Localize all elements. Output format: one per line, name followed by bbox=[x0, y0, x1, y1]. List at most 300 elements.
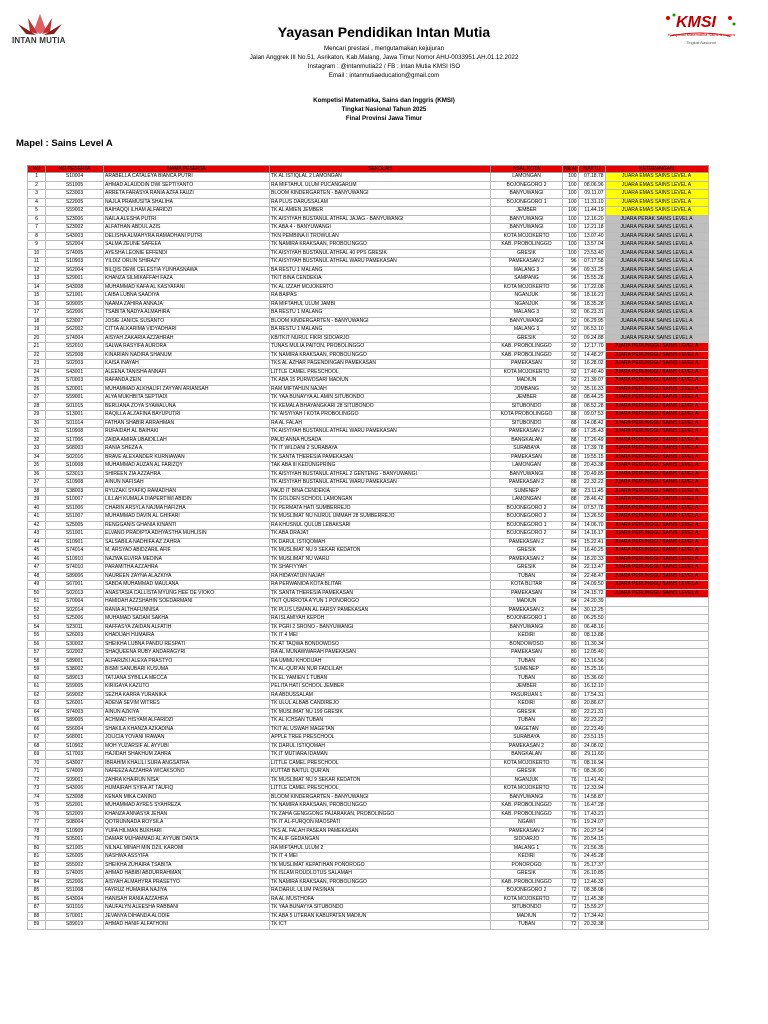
remarks-cell: JUARA PERUNGGU SAINS LEVEL A bbox=[605, 368, 708, 377]
score-cell: 80 bbox=[563, 666, 579, 675]
participant-name-cell: LAIBA LUBNA SAADIYA bbox=[104, 292, 270, 301]
participant-no-cell: S69002 bbox=[46, 691, 104, 700]
city-cell: KAB. PROBOLINGGO bbox=[491, 351, 563, 360]
score-cell: 100 bbox=[563, 215, 579, 224]
remarks-cell: JUARA EMAS SAINS LEVEL A bbox=[605, 207, 708, 216]
participant-name-cell: ARRETA FARASYA RANIA AZFA FAUZI bbox=[104, 190, 270, 199]
participant-name-cell: RANIA ALTHAFUNNISA bbox=[104, 606, 270, 615]
participant-no-cell: S51005 bbox=[46, 181, 104, 190]
brand-name: INTAN MUTIA bbox=[12, 36, 66, 45]
score-cell: 84 bbox=[563, 504, 579, 513]
participant-no-cell: S89005 bbox=[46, 717, 104, 726]
score-cell: 76 bbox=[563, 844, 579, 853]
time-cell: 14.48.27 bbox=[578, 351, 605, 360]
participant-name-cell: ALYA MUKHBITA SEPTIADI bbox=[104, 394, 270, 403]
participant-name-cell: YUFA HILMAN BUKHARI bbox=[104, 827, 270, 836]
score-cell: 72 bbox=[563, 912, 579, 921]
participant-no-cell: S21005 bbox=[46, 844, 104, 853]
table-row bbox=[28, 827, 709, 836]
city-cell: KEDIRI bbox=[491, 853, 563, 862]
school-cell: LITTLE CAMEL PRESCHOOL bbox=[270, 368, 491, 377]
score-cell: 76 bbox=[563, 836, 579, 845]
score-cell: 80 bbox=[563, 742, 579, 751]
time-cell: 12.21.18 bbox=[578, 224, 605, 233]
table-row bbox=[28, 674, 709, 683]
remarks-cell: JUARA EMAS SAINS LEVEL A bbox=[605, 173, 708, 182]
table-row bbox=[28, 436, 709, 445]
row-no-cell: 68 bbox=[28, 742, 46, 751]
time-cell: 23.11.45 bbox=[578, 487, 605, 496]
score-cell: 100 bbox=[563, 181, 579, 190]
school-cell: KB/TKIT NURUL FIKRI SIDOARJO bbox=[270, 334, 491, 343]
score-cell: 76 bbox=[563, 810, 579, 819]
time-cell: 17.25.43 bbox=[578, 428, 605, 437]
table-row bbox=[28, 793, 709, 802]
city-cell: NGANJUK bbox=[491, 776, 563, 785]
city-cell: PAMEKASAN 2 bbox=[491, 538, 563, 547]
school-cell: RA PERWANIDA KOTA BLITAR bbox=[270, 581, 491, 590]
participant-no-cell: S23002 bbox=[46, 224, 104, 233]
city-cell: BOJONEGORO 1 bbox=[491, 615, 563, 624]
time-cell: 22.23.22 bbox=[578, 717, 605, 726]
participant-no-cell: S17003 bbox=[46, 751, 104, 760]
table-row bbox=[28, 377, 709, 386]
row-no-cell: 58 bbox=[28, 657, 46, 666]
score-cell: 88 bbox=[563, 462, 579, 471]
remarks-cell bbox=[605, 904, 708, 913]
score-cell: 76 bbox=[563, 819, 579, 828]
row-no-cell: 65 bbox=[28, 717, 46, 726]
city-cell: BOJONEGORO 2 bbox=[491, 887, 563, 896]
time-cell: 08.13.88 bbox=[578, 632, 605, 641]
kmsi-logo-text: KMSI bbox=[676, 14, 716, 31]
participant-no-cell: S74009 bbox=[46, 768, 104, 777]
participant-no-cell: S74005 bbox=[46, 249, 104, 258]
participant-no-cell: S05001 bbox=[46, 836, 104, 845]
remarks-cell bbox=[605, 810, 708, 819]
row-no-cell: 9 bbox=[28, 241, 46, 250]
row-no-cell: 50 bbox=[28, 589, 46, 598]
participant-name-cell: FAYRUZ HUMAIRA NAJIYA bbox=[104, 887, 270, 896]
row-no-cell: 84 bbox=[28, 878, 46, 887]
time-cell: 08.44.25 bbox=[578, 394, 605, 403]
participant-no-cell: S74003 bbox=[46, 708, 104, 717]
participant-no-cell: S70004 bbox=[46, 598, 104, 607]
remarks-cell: JUARA PERUNGGU SAINS LEVEL A bbox=[605, 479, 708, 488]
remarks-cell bbox=[605, 623, 708, 632]
remarks-cell: JUARA PERUNGGU SAINS LEVEL A bbox=[605, 572, 708, 581]
participant-no-cell: S55002 bbox=[46, 861, 104, 870]
time-cell: 21.39.07 bbox=[578, 377, 605, 386]
remarks-cell: JUARA PERAK SAINS LEVEL A bbox=[605, 300, 708, 309]
participant-name-cell: JEVANYA DIHANDA ALODIE bbox=[104, 912, 270, 921]
school-cell: BLOOM KINDERGARTEN - BANYUWANGI bbox=[270, 317, 491, 326]
school-cell: TK ICT bbox=[270, 921, 491, 930]
participant-name-cell: SEZHA KARRA YURANIKA bbox=[104, 691, 270, 700]
participant-name-cell: ANASTASIA CALLISTA MYUNG HEE DE VIOKO bbox=[104, 589, 270, 598]
participant-no-cell: S52006 bbox=[46, 878, 104, 887]
score-cell: 84 bbox=[563, 606, 579, 615]
school-cell: RA BAIPAS bbox=[270, 292, 491, 301]
time-cell: 15.25.16 bbox=[578, 666, 605, 675]
remarks-cell: JUARA PERAK SAINS LEVEL A bbox=[605, 283, 708, 292]
city-cell: PONOROGO bbox=[491, 861, 563, 870]
time-cell: 14.16.17 bbox=[578, 530, 605, 539]
participant-name-cell: HUMAIRAH SYIFA AT TAUFIQ bbox=[104, 785, 270, 794]
row-no-cell: 48 bbox=[28, 572, 46, 581]
participant-no-cell: S70003 bbox=[46, 377, 104, 386]
school-cell: TK AISYIYAH BUSTANUL ATHFAL WARU PAMEKASAN bbox=[270, 479, 491, 488]
row-no-cell: 81 bbox=[28, 853, 46, 862]
table-row bbox=[28, 411, 709, 420]
row-no-cell: 10 bbox=[28, 249, 46, 258]
table-row bbox=[28, 207, 709, 216]
table-row bbox=[28, 887, 709, 896]
row-no-cell: 45 bbox=[28, 547, 46, 556]
participant-name-cell: M. ARSYAD ABIDZARIL AFIF bbox=[104, 547, 270, 556]
city-cell: BANYUWANGI bbox=[491, 224, 563, 233]
remarks-cell bbox=[605, 802, 708, 811]
competition-info bbox=[0, 96, 768, 123]
city-cell: PAMEKASAN bbox=[491, 589, 563, 598]
table-row bbox=[28, 309, 709, 318]
table-row bbox=[28, 589, 709, 598]
competition-name: Kompetisi Matematika, Sains dan Inggris (KMSI) bbox=[313, 97, 455, 104]
results-table bbox=[27, 165, 709, 930]
remarks-cell bbox=[605, 836, 708, 845]
participant-no-cell: S10901 bbox=[46, 538, 104, 547]
score-cell: 80 bbox=[563, 632, 579, 641]
participant-no-cell: S59005 bbox=[46, 683, 104, 692]
col-header-remarks: KETERANGAN bbox=[605, 166, 708, 173]
remarks-cell: JUARA PERUNGGU SAINS LEVEL A bbox=[605, 402, 708, 411]
row-no-cell: 87 bbox=[28, 904, 46, 913]
school-cell: TUNAS MULIA PAITON, PROBOLINGGO bbox=[270, 343, 491, 352]
score-cell: 96 bbox=[563, 283, 579, 292]
row-no-cell: 37 bbox=[28, 479, 46, 488]
row-no-cell: 23 bbox=[28, 360, 46, 369]
social-media: Instagram : @intanmutia22 / FB : Intan Mutia KMSI ISO bbox=[307, 63, 461, 70]
city-cell: PAMEKASAN bbox=[491, 453, 563, 462]
table-row bbox=[28, 334, 709, 343]
table-row bbox=[28, 504, 709, 513]
city-cell: MALANG 1 bbox=[491, 844, 563, 853]
remarks-cell bbox=[605, 657, 708, 666]
time-cell: 06.29.95 bbox=[578, 317, 605, 326]
participant-name-cell: KHADIJAH HUMAIRA bbox=[104, 632, 270, 641]
city-cell: BOJONEGORO 2 bbox=[491, 530, 563, 539]
row-no-cell: 29 bbox=[28, 411, 46, 420]
city-cell: BANYUWANGI bbox=[491, 190, 563, 199]
school-cell: TK IT MUTIARA IDAMAN bbox=[270, 751, 491, 760]
school-cell: TK MUSLIMAT NU 199 GRESIK bbox=[270, 708, 491, 717]
remarks-cell: JUARA PERUNGGU SAINS LEVEL A bbox=[605, 513, 708, 522]
remarks-cell bbox=[605, 615, 708, 624]
school-cell: BA RESTU 1 MALANG bbox=[270, 326, 491, 335]
participant-no-cell: S02003 bbox=[46, 360, 104, 369]
table-row bbox=[28, 445, 709, 454]
remarks-cell bbox=[605, 819, 708, 828]
remarks-cell: JUARA PERAK SAINS LEVEL A bbox=[605, 258, 708, 267]
city-cell: GRESIK bbox=[491, 564, 563, 573]
remarks-cell: JUARA EMAS SAINS LEVEL A bbox=[605, 198, 708, 207]
school-cell: TK NAMIRA KRAKSAAN, PROBOLINGGO bbox=[270, 878, 491, 887]
table-row bbox=[28, 326, 709, 335]
time-cell: 13.07.40 bbox=[578, 232, 605, 241]
row-no-cell: 69 bbox=[28, 751, 46, 760]
time-cell: 15.36.60 bbox=[578, 674, 605, 683]
school-cell: TK AL IZZAH MOJOKERTO bbox=[270, 283, 491, 292]
row-no-cell: 12 bbox=[28, 266, 46, 275]
participant-no-cell: S52008 bbox=[46, 351, 104, 360]
time-cell: 06.23.31 bbox=[578, 309, 605, 318]
school-cell: RA PLUS DARUSSALAM bbox=[270, 198, 491, 207]
participant-no-cell: S52001 bbox=[46, 802, 104, 811]
table-row bbox=[28, 275, 709, 284]
remarks-cell bbox=[605, 878, 708, 887]
remarks-cell: JUARA PERAK SAINS LEVEL A bbox=[605, 224, 708, 233]
city-cell: TUBAN bbox=[491, 717, 563, 726]
school-cell: RA HIDAYATUN NAJAH bbox=[270, 572, 491, 581]
school-cell: TK 'AISYIYAH I KOTA PROBOLINGGO bbox=[270, 411, 491, 420]
time-cell: 17.39.78 bbox=[578, 445, 605, 454]
remarks-cell: JUARA PERUNGGU SAINS LEVEL A bbox=[605, 496, 708, 505]
score-cell: 76 bbox=[563, 776, 579, 785]
participant-no-cell: S10902 bbox=[46, 742, 104, 751]
participant-name-cell: SHEIKHA LUBNA PANDU RESPATI bbox=[104, 640, 270, 649]
remarks-cell bbox=[605, 853, 708, 862]
remarks-cell: JUARA PERUNGGU SAINS LEVEL A bbox=[605, 487, 708, 496]
school-cell: RA ISLAMIYAH KEPOH bbox=[270, 615, 491, 624]
score-cell: 84 bbox=[563, 589, 579, 598]
participant-no-cell: S23003 bbox=[46, 190, 104, 199]
participant-no-cell: S38003 bbox=[46, 487, 104, 496]
email: Email : intanmutiaeducation@gmail.com bbox=[328, 72, 440, 79]
school-cell: LITTLE CAMEL PRESCHOOL bbox=[270, 759, 491, 768]
letterhead bbox=[0, 0, 768, 80]
time-cell: 20.54.15 bbox=[578, 836, 605, 845]
participant-name-cell: AYESHA LEONIE EFFENDI bbox=[104, 249, 270, 258]
school-cell: KUTTAB BAITUL QUR'AN bbox=[270, 768, 491, 777]
row-no-cell: 47 bbox=[28, 564, 46, 573]
participant-no-cell: S74010 bbox=[46, 564, 104, 573]
participant-no-cell: S30002 bbox=[46, 640, 104, 649]
city-cell: BANYUWANGI bbox=[491, 317, 563, 326]
kmsi-logo-sub2: Tingkat Nasional bbox=[686, 40, 716, 45]
participant-name-cell: MUHAMMAD AYRES SYAHREZA bbox=[104, 802, 270, 811]
table-row bbox=[28, 657, 709, 666]
school-cell: TK AISYIYAH BUSTANUL ATHFAL JAJAG - BANYUWANGI bbox=[270, 215, 491, 224]
score-cell: 72 bbox=[563, 895, 579, 904]
row-no-cell: 44 bbox=[28, 538, 46, 547]
participant-no-cell: S56004 bbox=[46, 725, 104, 734]
time-cell: 08.38.08 bbox=[578, 887, 605, 896]
city-cell: KOTA MOJOKERTO bbox=[491, 895, 563, 904]
participant-no-cell: S67001 bbox=[46, 581, 104, 590]
row-no-cell: 64 bbox=[28, 708, 46, 717]
row-no-cell: 79 bbox=[28, 836, 46, 845]
score-cell: 92 bbox=[563, 309, 579, 318]
participant-name-cell: NAUREEN ZAYNA ALAZKIYA bbox=[104, 572, 270, 581]
time-cell: 22.23.49 bbox=[578, 725, 605, 734]
table-row bbox=[28, 173, 709, 182]
city-cell: BANGKALAN bbox=[491, 751, 563, 760]
remarks-cell: JUARA PERUNGGU SAINS LEVEL A bbox=[605, 411, 708, 420]
participant-no-cell: S70001 bbox=[46, 912, 104, 921]
table-row bbox=[28, 249, 709, 258]
participant-name-cell: IBRAHIM KHALILI SURA ANGSATRA bbox=[104, 759, 270, 768]
time-cell: 20.32.38 bbox=[578, 921, 605, 930]
time-cell: 28.46.42 bbox=[578, 496, 605, 505]
time-cell: 24.20.39 bbox=[578, 598, 605, 607]
row-no-cell: 46 bbox=[28, 555, 46, 564]
participant-no-cell: S02002 bbox=[46, 649, 104, 658]
participant-name-cell: KAISA INAYAH bbox=[104, 360, 270, 369]
school-cell: TAK ABA III KEDUNGPRING bbox=[270, 462, 491, 471]
participant-no-cell: S10908 bbox=[46, 428, 104, 437]
score-cell: 72 bbox=[563, 921, 579, 930]
participant-no-cell: S22005 bbox=[46, 198, 104, 207]
remarks-cell: JUARA PERUNGGU SAINS LEVEL A bbox=[605, 343, 708, 352]
time-cell: 22.21.31 bbox=[578, 708, 605, 717]
time-cell: 17.40.40 bbox=[578, 368, 605, 377]
score-cell: 88 bbox=[563, 496, 579, 505]
participant-no-cell: S01015 bbox=[46, 402, 104, 411]
city-cell: BOJONEGORO 2 bbox=[491, 513, 563, 522]
participant-no-cell: S51001 bbox=[46, 530, 104, 539]
score-cell: 96 bbox=[563, 292, 579, 301]
remarks-cell: JUARA PERUNGGU SAINS LEVEL A bbox=[605, 394, 708, 403]
score-cell: 92 bbox=[563, 377, 579, 386]
school-cell: TK MUSLIMAT NU WARU bbox=[270, 555, 491, 564]
participant-name-cell: ALFARIZKI ALEXA PRASTYO bbox=[104, 657, 270, 666]
city-cell: LAMONGAN bbox=[491, 462, 563, 471]
score-cell: 100 bbox=[563, 190, 579, 199]
school-cell: LITTLE CAMEL PRESCHOOL bbox=[270, 785, 491, 794]
participant-no-cell: S09001 bbox=[46, 776, 104, 785]
city-cell: SIDOARJO bbox=[491, 836, 563, 845]
city-cell: MADIUN bbox=[491, 598, 563, 607]
col-header-name: NAMA PESERTA bbox=[104, 166, 270, 173]
time-cell: 18.16.21 bbox=[578, 292, 605, 301]
remarks-cell bbox=[605, 759, 708, 768]
table-row bbox=[28, 734, 709, 743]
city-cell: KEDIRI bbox=[491, 700, 563, 709]
row-no-cell: 31 bbox=[28, 428, 46, 437]
city-cell: GRESIK bbox=[491, 708, 563, 717]
participant-no-cell: S26003 bbox=[46, 632, 104, 641]
time-cell: 15.55.28 bbox=[578, 275, 605, 284]
school-cell: BLOOM KINDERGARTEN - BANYUWANGI bbox=[270, 793, 491, 802]
participant-name-cell: SHEIKHA ZUHAIRA TSABITA bbox=[104, 861, 270, 870]
row-no-cell: 6 bbox=[28, 215, 46, 224]
table-row bbox=[28, 691, 709, 700]
time-cell: 12.17.70 bbox=[578, 343, 605, 352]
time-cell: 09.24.88 bbox=[578, 334, 605, 343]
participant-name-cell: MUHAMMAD KAFA AL KASYAFANI bbox=[104, 283, 270, 292]
remarks-cell: JUARA PERAK SAINS LEVEL A bbox=[605, 326, 708, 335]
row-no-cell: 15 bbox=[28, 292, 46, 301]
participant-no-cell: S25005 bbox=[46, 521, 104, 530]
time-cell: 22.48.47 bbox=[578, 572, 605, 581]
participant-no-cell: S52009 bbox=[46, 810, 104, 819]
participant-no-cell: S26001 bbox=[46, 700, 104, 709]
row-no-cell: 73 bbox=[28, 785, 46, 794]
participant-no-cell: S02013 bbox=[46, 589, 104, 598]
time-cell: 21.56.35 bbox=[578, 844, 605, 853]
time-cell: 09.11.07 bbox=[578, 190, 605, 199]
score-cell: 80 bbox=[563, 717, 579, 726]
school-cell: RA MIFTAHUL ULUM JAMBI bbox=[270, 300, 491, 309]
participant-name-cell: HAJIDAH SHAKHUM ZAHRA bbox=[104, 751, 270, 760]
city-cell: KOTA BLITAR bbox=[491, 581, 563, 590]
competition-level: Tingkat Nasional Tahun 2025 bbox=[341, 106, 427, 113]
time-cell: 20.49.85 bbox=[578, 470, 605, 479]
time-cell: 17.26.49 bbox=[578, 436, 605, 445]
city-cell: BANYUWANGI bbox=[491, 793, 563, 802]
time-cell: 16.40.25 bbox=[578, 547, 605, 556]
time-cell: 08.16.94 bbox=[578, 759, 605, 768]
score-cell: 84 bbox=[563, 521, 579, 530]
school-cell: TK ULUL ALBAB CANDIREJO bbox=[270, 700, 491, 709]
table-row bbox=[28, 402, 709, 411]
participant-name-cell: CITTA ALKARIMA VIDYADHARI bbox=[104, 326, 270, 335]
time-cell: 08.52.28 bbox=[578, 402, 605, 411]
score-cell: 92 bbox=[563, 343, 579, 352]
table-row bbox=[28, 496, 709, 505]
time-cell: 11.41.42 bbox=[578, 776, 605, 785]
participant-name-cell: AISYAH ZAKARIA AZZAHRAH bbox=[104, 334, 270, 343]
address: Jalan Anggrek III No.51, Asrikaton, Kab.Malang, Jawa Timur Nomor AHU-0033951.AH.01.12.2022 bbox=[249, 54, 519, 61]
table-row bbox=[28, 215, 709, 224]
row-no-cell: 3 bbox=[28, 190, 46, 199]
time-cell: 14.08.42 bbox=[578, 419, 605, 428]
school-cell: TK NAMIRA KRAKSAAN, PROBOLINGGO bbox=[270, 802, 491, 811]
participant-name-cell: MUHAMMAD AUZAN AL FARIZQY bbox=[104, 462, 270, 471]
remarks-cell bbox=[605, 793, 708, 802]
participant-name-cell: SALSABILA NADHIFA AZ ZAHRA bbox=[104, 538, 270, 547]
row-no-cell: 56 bbox=[28, 640, 46, 649]
participant-name-cell: AISYAH ALMAHYRA PRASETYO bbox=[104, 878, 270, 887]
score-cell: 72 bbox=[563, 904, 579, 913]
score-cell: 84 bbox=[563, 530, 579, 539]
city-cell: PAMEKASAN bbox=[491, 649, 563, 658]
school-cell: TK AL ISTIQLAL 2 LAMONGAN bbox=[270, 173, 491, 182]
row-no-cell: 55 bbox=[28, 632, 46, 641]
score-cell: 84 bbox=[563, 555, 579, 564]
score-cell: 88 bbox=[563, 453, 579, 462]
participant-no-cell: S52004 bbox=[46, 241, 104, 250]
remarks-cell: JUARA PERAK SAINS LEVEL A bbox=[605, 241, 708, 250]
table-row bbox=[28, 232, 709, 241]
participant-no-cell: S10909 bbox=[46, 827, 104, 836]
participant-name-cell: LILLAH KUMALA DIAPERTIWI ABIDIN bbox=[104, 496, 270, 505]
table-row bbox=[28, 725, 709, 734]
remarks-cell bbox=[605, 700, 708, 709]
participant-name-cell: SALMA ZEUNE SAFEEA bbox=[104, 241, 270, 250]
participant-name-cell: ARABELLA CATALEYA BIANCA PUTRI bbox=[104, 173, 270, 182]
city-cell: NGAWI bbox=[491, 819, 563, 828]
city-cell: KOTA MOJOKERTO bbox=[491, 785, 563, 794]
city-cell: PAMEKASAN 2 bbox=[491, 479, 563, 488]
school-cell: RA KHUSNUL QULUB LEBAKSARI bbox=[270, 521, 491, 530]
table-row bbox=[28, 555, 709, 564]
time-cell: 25.17.37 bbox=[578, 861, 605, 870]
city-cell: MAGETAN bbox=[491, 725, 563, 734]
remarks-cell bbox=[605, 691, 708, 700]
city-cell: JEMBER bbox=[491, 394, 563, 403]
school-cell: TK AISYIYAH BUSTANUL ATHFAL 2 GENTENG - BANYUWANGI bbox=[270, 470, 491, 479]
